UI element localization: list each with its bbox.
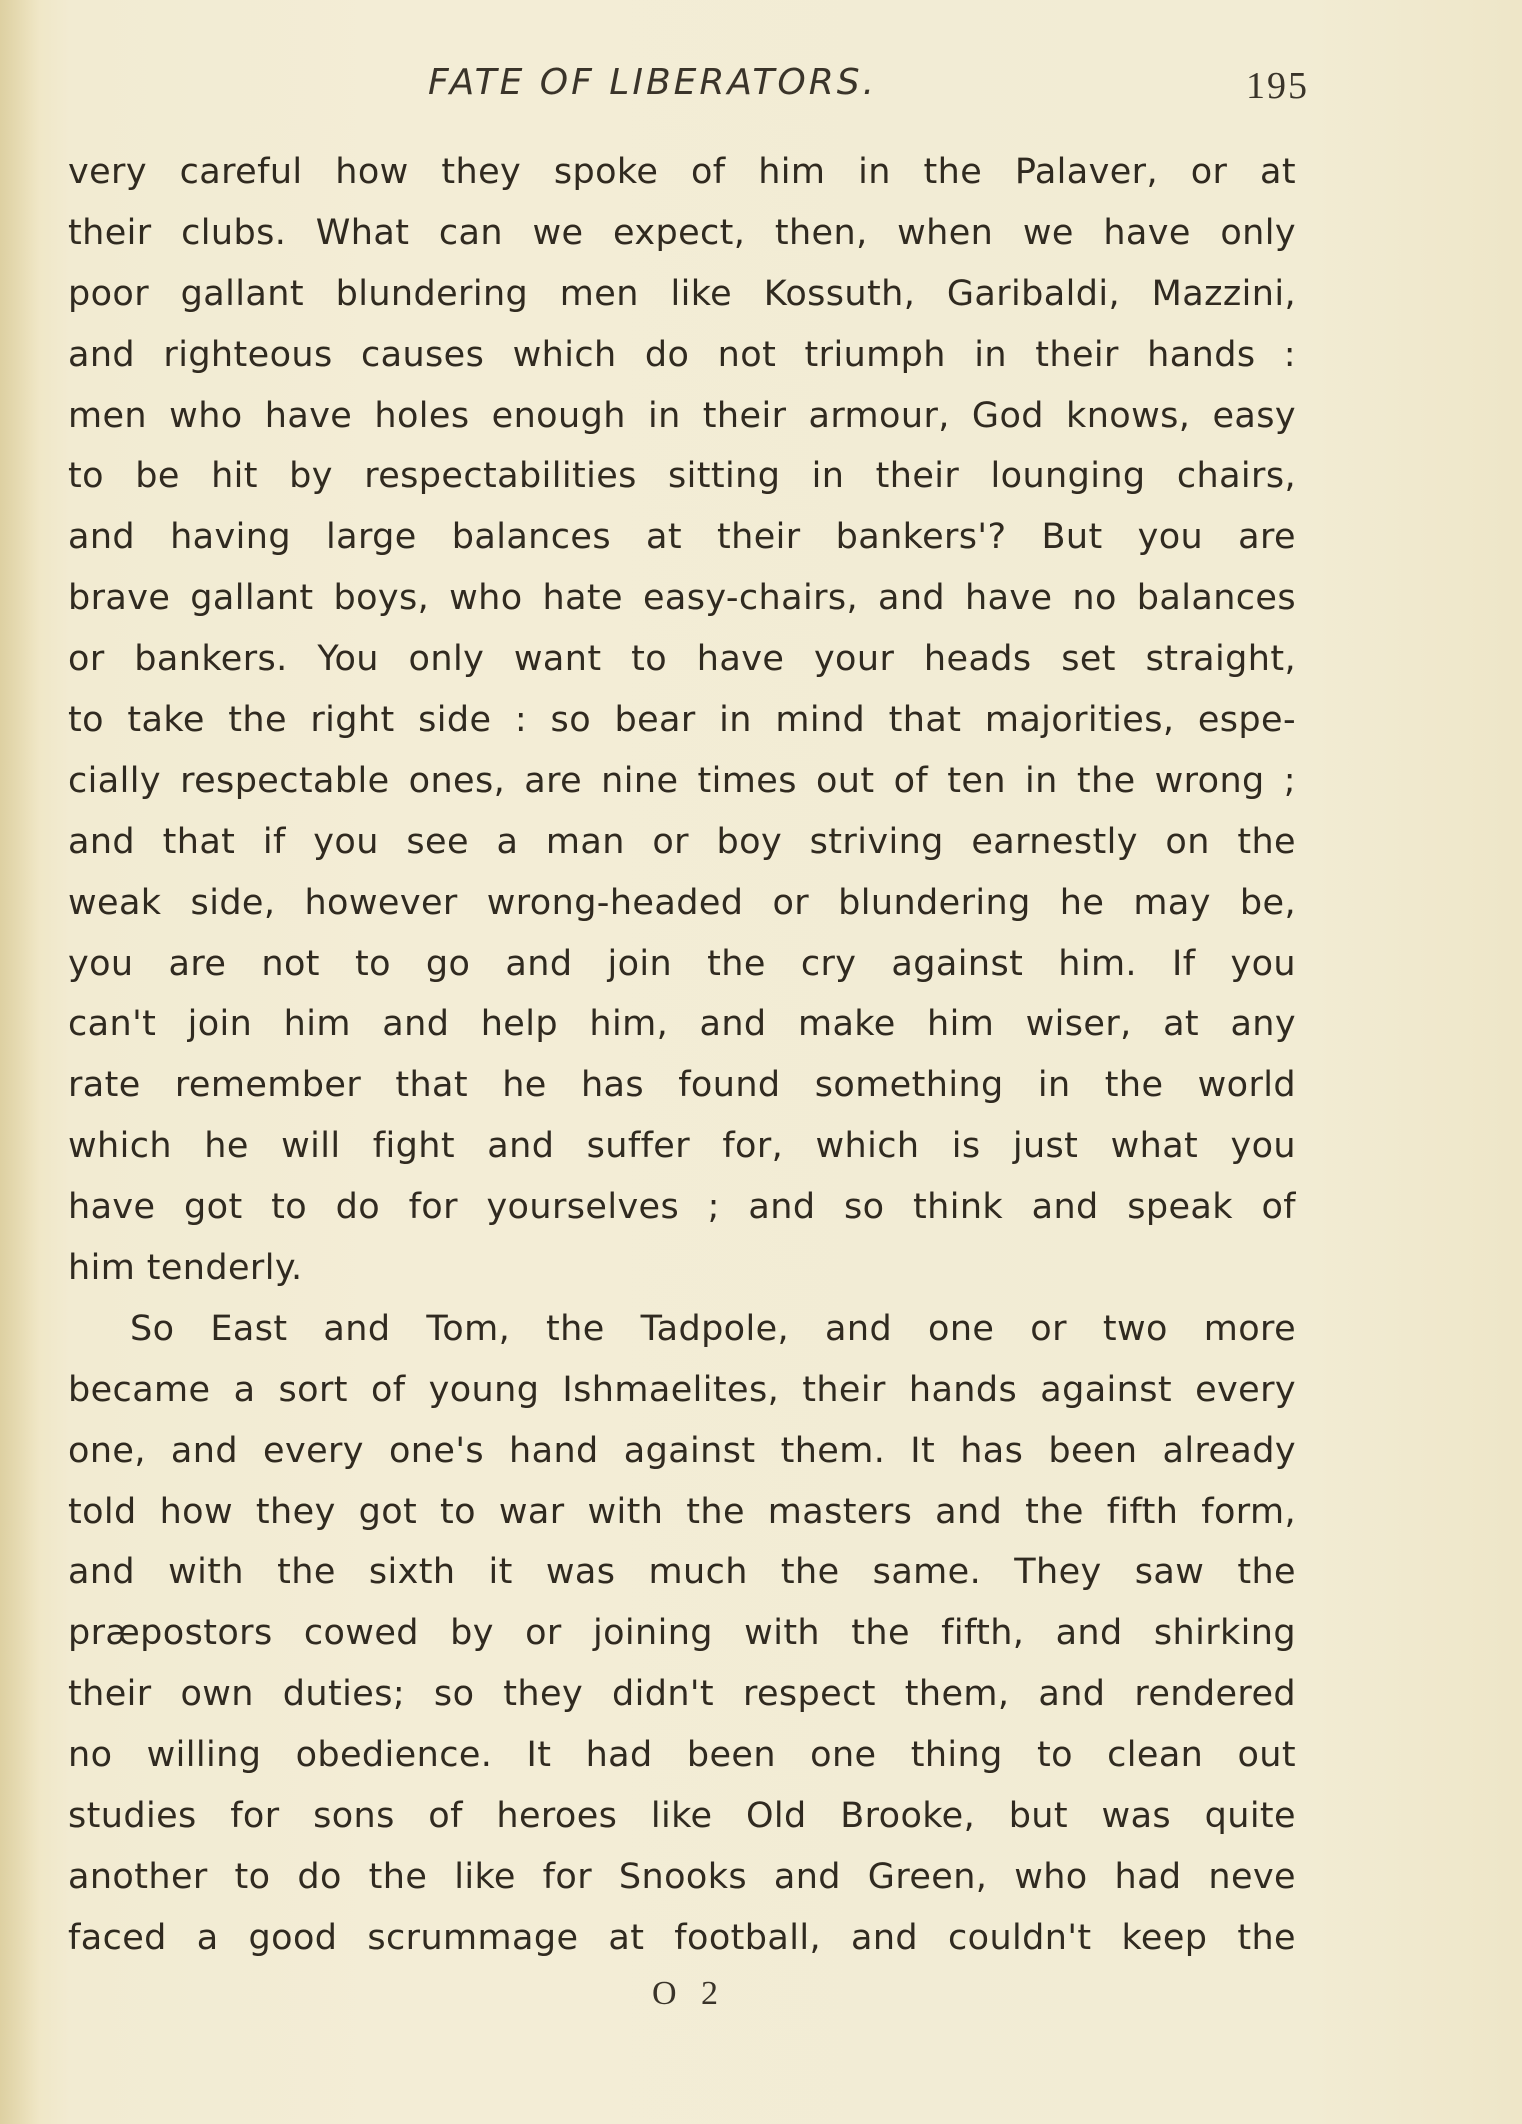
paragraph-end-line: him tenderly. [68,1248,303,1289]
text-line: which he will fight and suffer for, which is just what you [68,1126,1296,1167]
gutter-shadow [0,0,40,2124]
text-line: you are not to go and join the cry against him. If you [68,943,1296,984]
text-line: told how they got to war with the masters and the fifth form, [68,1491,1296,1532]
signature-mark: O 2 [652,1975,727,2012]
text-line: and with the sixth it was much the same. They saw the [68,1552,1296,1593]
text-line: rate remember that he has found something in the world [68,1065,1296,1106]
text-line: their own duties; so they didn't respect them, and rendered [68,1674,1296,1715]
running-title: FATE OF LIBERATORS. [428,62,878,103]
text-line: weak side, however wrong-headed or blundering he may be, [68,882,1296,923]
page-number: 195 [1246,65,1309,107]
text-line: very careful how they spoke of him in the Palaver, or at [68,152,1296,192]
text-line: became a sort of young Ishmaelites, their hands against every [68,1369,1296,1410]
text-line: or bankers. You only want to have your heads set straight, [68,639,1296,680]
paragraph-start-line: So East and Tom, the Tadpole, and one or two more [130,1308,1296,1349]
text-line: another to do the like for Snooks and Green, who had neve [68,1856,1296,1897]
body-text [68,142,1296,1969]
text-line: one, and every one's hand against them. It has been already [68,1430,1296,1471]
text-line: and that if you see a man or boy striving earnestly on the [68,821,1296,862]
text-line: and having large balances at their bankers'? But you are [68,517,1296,558]
text-line: no willing obedience. It had been one thing to clean out [68,1735,1296,1776]
text-line: can't join him and help him, and make him wiser, at any [68,1004,1296,1045]
text-line: studies for sons of heroes like Old Brooke, but was quite [68,1796,1296,1837]
text-line: men who have holes enough in their armour, God knows, easy [68,395,1296,436]
text-line: faced a good scrummage at football, and couldn't keep the [68,1917,1296,1958]
text-line: to be hit by respectabilities sitting in their lounging chairs, [68,456,1296,497]
text-line: brave gallant boys, who hate easy-chairs, and have no balances [68,578,1296,619]
page-header [0,62,1522,112]
text-line: have got to do for yourselves ; and so think and speak of [68,1187,1296,1228]
text-line: and righteous causes which do not triumph in their hands : [68,334,1296,375]
text-line: cially respectable ones, are nine times out of ten in the wrong ; [68,760,1296,801]
text-line: their clubs. What can we expect, then, when we have only [68,212,1296,253]
text-line: poor gallant blundering men like Kossuth, Garibaldi, Mazzini, [68,273,1296,314]
text-line: præpostors cowed by or joining with the fifth, and shirking [68,1613,1296,1654]
text-line: to take the right side : so bear in mind that majorities, espe- [68,700,1296,741]
